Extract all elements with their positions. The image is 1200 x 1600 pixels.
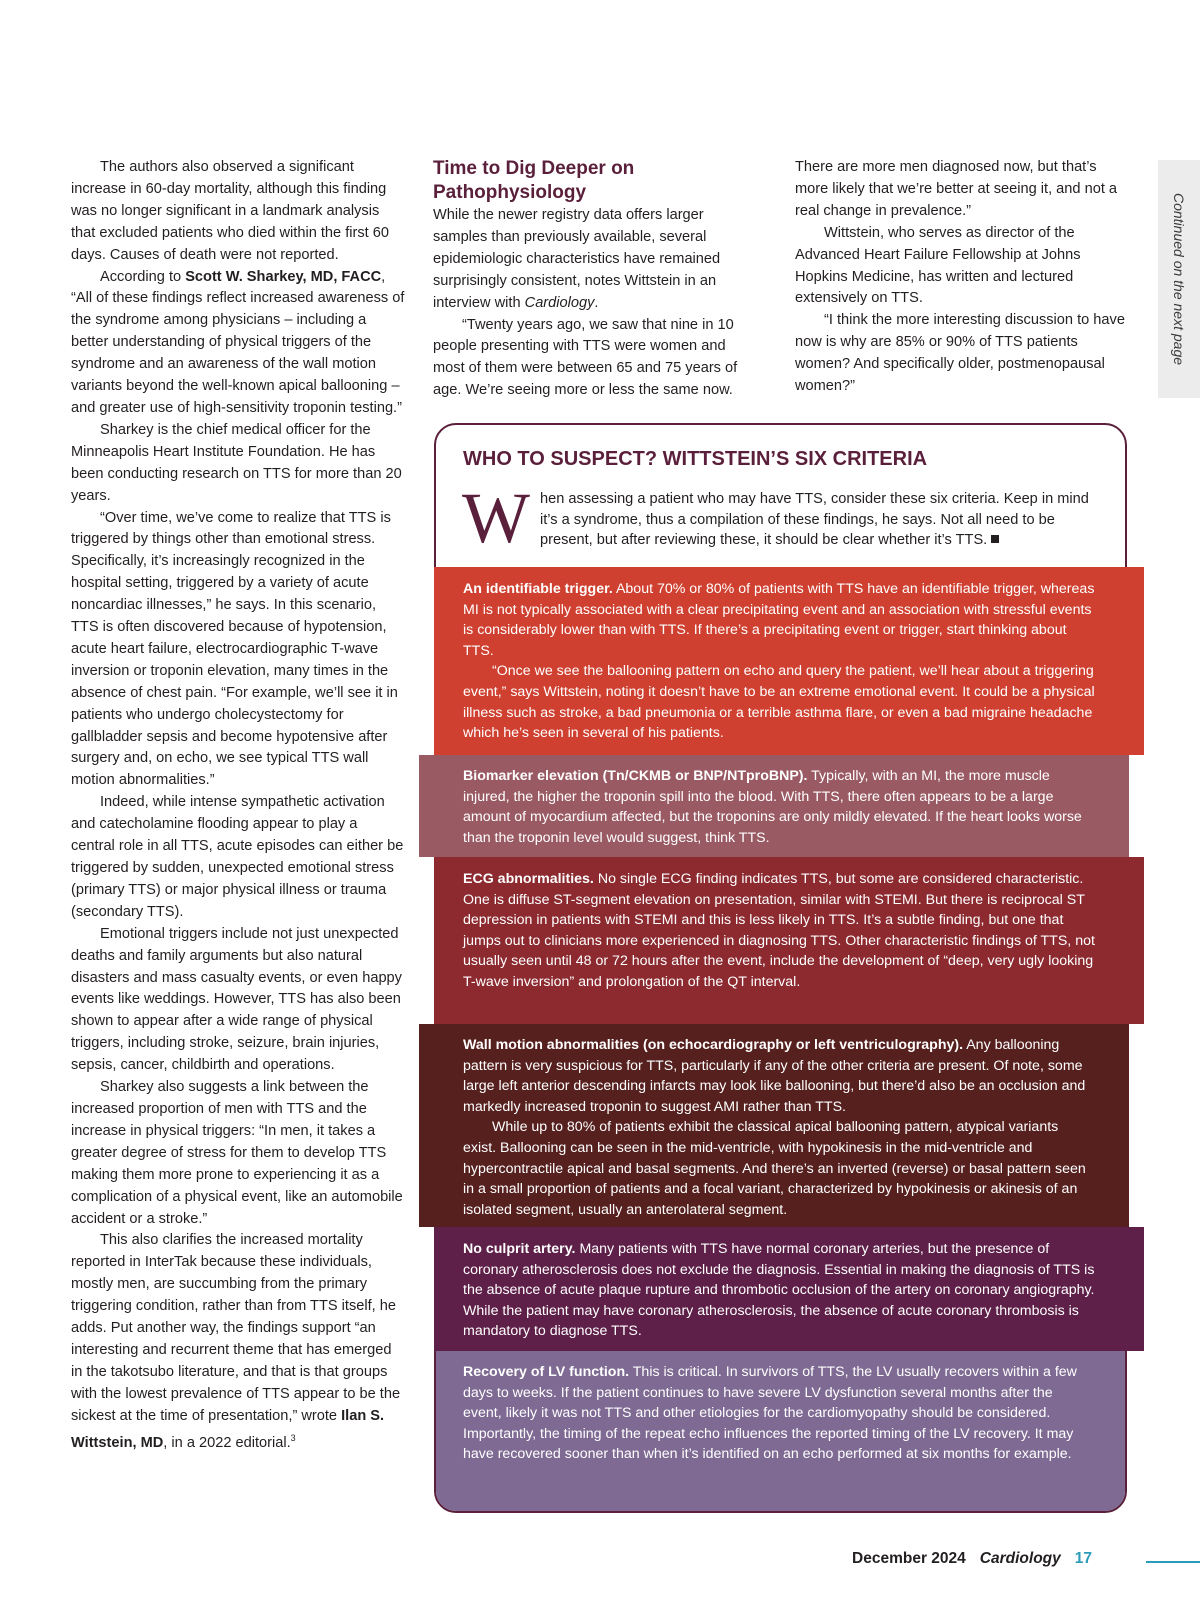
criterion-text-trigger (463, 579, 1095, 744)
criterion-body: Many patients with TTS have normal coronary arteries, but the presence of coronary atherosclerosis does not exclude the diagnosis. Essential in making the diagnosis of TTS is the absence of acute plaque rupture and thrombotic occlusion of the artery on coronary angiography. While the patient may have coronary atherosclerosis, the absence of acute coronary thrombosis is mandatory to diagnose TTS. (463, 1241, 1095, 1340)
criterion-body: Typically, with an MI, the more muscle injured, the higher the troponin spill into the blood. With TTS, there often appears to be a large amount of myocardium affected, but the troponins are only mildly elevated. If the heart looks worse than the troponin level would suggest, think TTS. (463, 768, 1082, 846)
paragraph: There are more men diagnosed now, but that’s more likely that we’re better at seeing it, and not a real change in prevalence.” (795, 159, 1118, 219)
text-run: While the newer registry data offers larger samples than previously available, several epidemiologic characteristics have remained surprisingly consistent, notes Wittstein in an interview with (433, 207, 721, 311)
footer-rule (1146, 1561, 1200, 1563)
criterion-body: No single ECG finding indicates TTS, but some are considered characteristic. One is diffuse ST-segment elevation on presentation, similar with STEMI. But there is reciprocal ST depression in patients with STEMI and this is less likely in TTS. It’s a subtle finding, but one that jumps out to clinicians more experienced in diagnosing TTS. Other characteristic findings of TTS, not usually seen until 48 or 72 hours after the event, include the development of “deep, very ugly looking T-wave inversion” and prolongation of the QT interval. (463, 871, 1095, 990)
issue-date: December 2024 (852, 1550, 966, 1567)
criterion-title: ECG abnormalities. (463, 871, 594, 887)
criterion-text-lv-recovery (463, 1362, 1095, 1465)
criterion-body: This is critical. In survivors of TTS, the LV usually recovers within a few days to weeks. If the patient continues to have severe LV dysfunction several months after the event, likely it was not TTS and other etiologies for the cardiomyopathy should be considered. Importantly, the timing of the repeat echo influences the reported timing of the LV recovery. It may have recovered sooner than when it’s identified on an echo performed at six months for example. (463, 1364, 1077, 1463)
paragraph (463, 579, 1095, 661)
author-name: Scott W. Sharkey, MD, FACC (185, 268, 382, 285)
drop-cap: W (462, 478, 530, 558)
paragraph (463, 1035, 1095, 1117)
continued-tab (1158, 160, 1200, 398)
criterion-text-biomarker (463, 766, 1095, 848)
paragraph: Wittstein, who serves as director of the Advanced Heart Failure Fellowship at Johns Hopkins Medicine, has written and lectured extensively on TTS. (795, 224, 1081, 307)
paragraph: “Twenty years ago, we saw that nine in 10 people presenting with TTS were women and most of them were between 65 and 75 years of age. We’re seeing more or less the same now. (433, 316, 738, 399)
intro-text: hen assessing a patient who may have TTS, consider these six criteria. Keep in mind it’s a syndrome, thus a compilation of these findings, he says. Not all need to be present, but after reviewing these, it should be clear whether it’s TTS. (540, 491, 1089, 549)
criterion-title: Recovery of LV function. (463, 1364, 630, 1380)
paragraph (71, 267, 405, 420)
text-run: This also clarifies the increased mortality reported in InterTak because these individuals, mostly men, are succumbing from the primary triggering condition, rather than from TTS itself, he adds. Put another way, the findings support “an interesting and recurrent theme that has emerged in the takotsubo literature, and that is that groups with the lowest prevalence of TTS appear to be the sickest at the time of presentation,” wrote (71, 1232, 401, 1424)
paragraph: Sharkey is the chief medical officer for the Minneapolis Heart Institute Foundation. He has been conducting research on TTS for more than 20 years. (71, 421, 402, 504)
criterion-title: Biomarker elevation (Tn/CKMB or BNP/NTproBNP). (463, 768, 808, 784)
journal-name: Cardiology (524, 294, 595, 311)
paragraph: Indeed, while intense sympathetic activation and catecholamine flooding appear to play a central role in all TTS, acute episodes can either be triggered by sudden, unexpected emotional stress (primary TTS) or major physical illness or trauma (secondary TTS). (71, 794, 404, 920)
paragraph: While up to 80% of patients exhibit the classical apical ballooning pattern, atypical variants exist. Ballooning can be seen in the mid-ventricle, with hypokinesis in the mid-ventricle and hypercontractile apical and basal segments. And there’s an inverted (reverse) or basal pattern seen in a small proportion of patients and a focal variant, characterized by hypokinesis or akinesis of an isolated segment, usually an anterolateral segment. (463, 1119, 1086, 1218)
criterion-body: About 70% or 80% of patients with TTS have an identifiable trigger, whereas MI is not typically associated with a clear precipitating event and an association with stressful events is considerably lower than with TTS. If there’s a precipitating event or trigger, start thinking about TTS. (463, 581, 1095, 659)
criterion-title: No culprit artery. (463, 1241, 576, 1257)
criterion-text-ecg (463, 869, 1095, 993)
paragraph (463, 1239, 1095, 1342)
page-footer (852, 1550, 1092, 1568)
criterion-text-no-culprit (463, 1239, 1095, 1342)
paragraph (463, 766, 1095, 848)
article-column-2 (433, 157, 761, 402)
paragraph: “Over time, we’ve come to realize that TTS is triggered by things other than emotional stress. Specifically, it’s increasingly recognized in the hospital setting, triggered by a variety of acute noncardiac illnesses,” he says. In this scenario, TTS is often discovered because of hypotension, acute heart failure, electrocardiographic T-wave inversion or troponin elevation, many times in the absence of chest pain. “For example, we’ll see it in patients who undergo cholecystectomy for gallbladder sepsis and become hypotensive after surgery and, on echo, we see typical TTS wall motion abnormalities.” (71, 509, 398, 789)
article-column-1 (71, 157, 405, 1454)
author-name: Ilan S. Wittstein, MD (71, 1407, 385, 1451)
paragraph (71, 1230, 405, 1454)
paragraph: Emotional triggers include not just unexpected deaths and family arguments but also natural disasters and mass casualty events, or even happy events like weddings. However, TTS has also been shown to appear after a wide range of physical triggers, including stroke, seizure, brain injuries, sepsis, cancer, childbirth and operations. (71, 925, 402, 1074)
text-run: , “All of these findings reflect increased awareness of the syndrome among physicians – including a better understanding of physical triggers of the syndrome and an awareness of the wall motion variants beyond the well-known apical ballooning – and greater use of high-sensitivity troponin testing.” (71, 268, 405, 416)
end-mark-icon (991, 535, 999, 543)
paragraph: Sharkey also suggests a link between the increased proportion of men with TTS and the increase in physical triggers: “In men, it takes a greater degree of stress for them to develop TTS making them more prone to experiencing it as a complication of a physical event, like an automobile accident or a stroke.” (71, 1079, 403, 1227)
continued-label: Continued on the next page (1171, 192, 1187, 366)
sidebar-title: WHO TO SUSPECT? WITTSTEIN’S SIX CRITERIA (463, 448, 928, 470)
article-column-3 (795, 157, 1129, 398)
section-heading: Time to Dig Deeper on Pathophysiology (433, 158, 635, 203)
paragraph: The authors also observed a significant increase in 60-day mortality, although this finding was no longer significant in a landmark analysis that excluded patients who died within the first 60 days. Causes of death were not reported. (71, 159, 390, 263)
criterion-text-wall-motion (463, 1035, 1095, 1220)
text-run: . (594, 294, 599, 311)
paragraph (433, 205, 761, 315)
reference-marker: 3 (290, 1432, 296, 1443)
text-run: , in a 2022 editorial. (163, 1434, 291, 1451)
text-run: According to (100, 268, 186, 285)
paragraph: “Once we see the ballooning pattern on echo and query the patient, we’ll hear about a triggering event,” says Wittstein, noting it doesn’t have to be an extreme emotional event. It could be a physical illness such as stroke, a bad pneumonia or a terrible asthma flare, or even a bad migraine headache which he’s seen in several of his patients. (463, 663, 1095, 742)
magazine-name: Cardiology (979, 1550, 1061, 1567)
paragraph (463, 1362, 1095, 1465)
paragraph: “I think the more interesting discussion to have now is why are 85% or 90% of TTS patients women? And specifically older, postmenopausal women?” (795, 312, 1125, 395)
criterion-title: Wall motion abnormalities (on echocardiography or left ventriculography). (463, 1037, 964, 1053)
sidebar-intro (540, 489, 1100, 551)
criterion-title: An identifiable trigger. (463, 581, 613, 597)
paragraph (463, 869, 1095, 993)
criterion-body: Any ballooning pattern is very suspicious for TTS, particularly if any of the other criteria are present. Of note, some large left anterior descending infarcts may look like ballooning, but there’d also be an occlusion and markedly increased troponin to suggest AMI rather than TTS. (463, 1037, 1086, 1115)
page-number: 17 (1074, 1550, 1092, 1567)
